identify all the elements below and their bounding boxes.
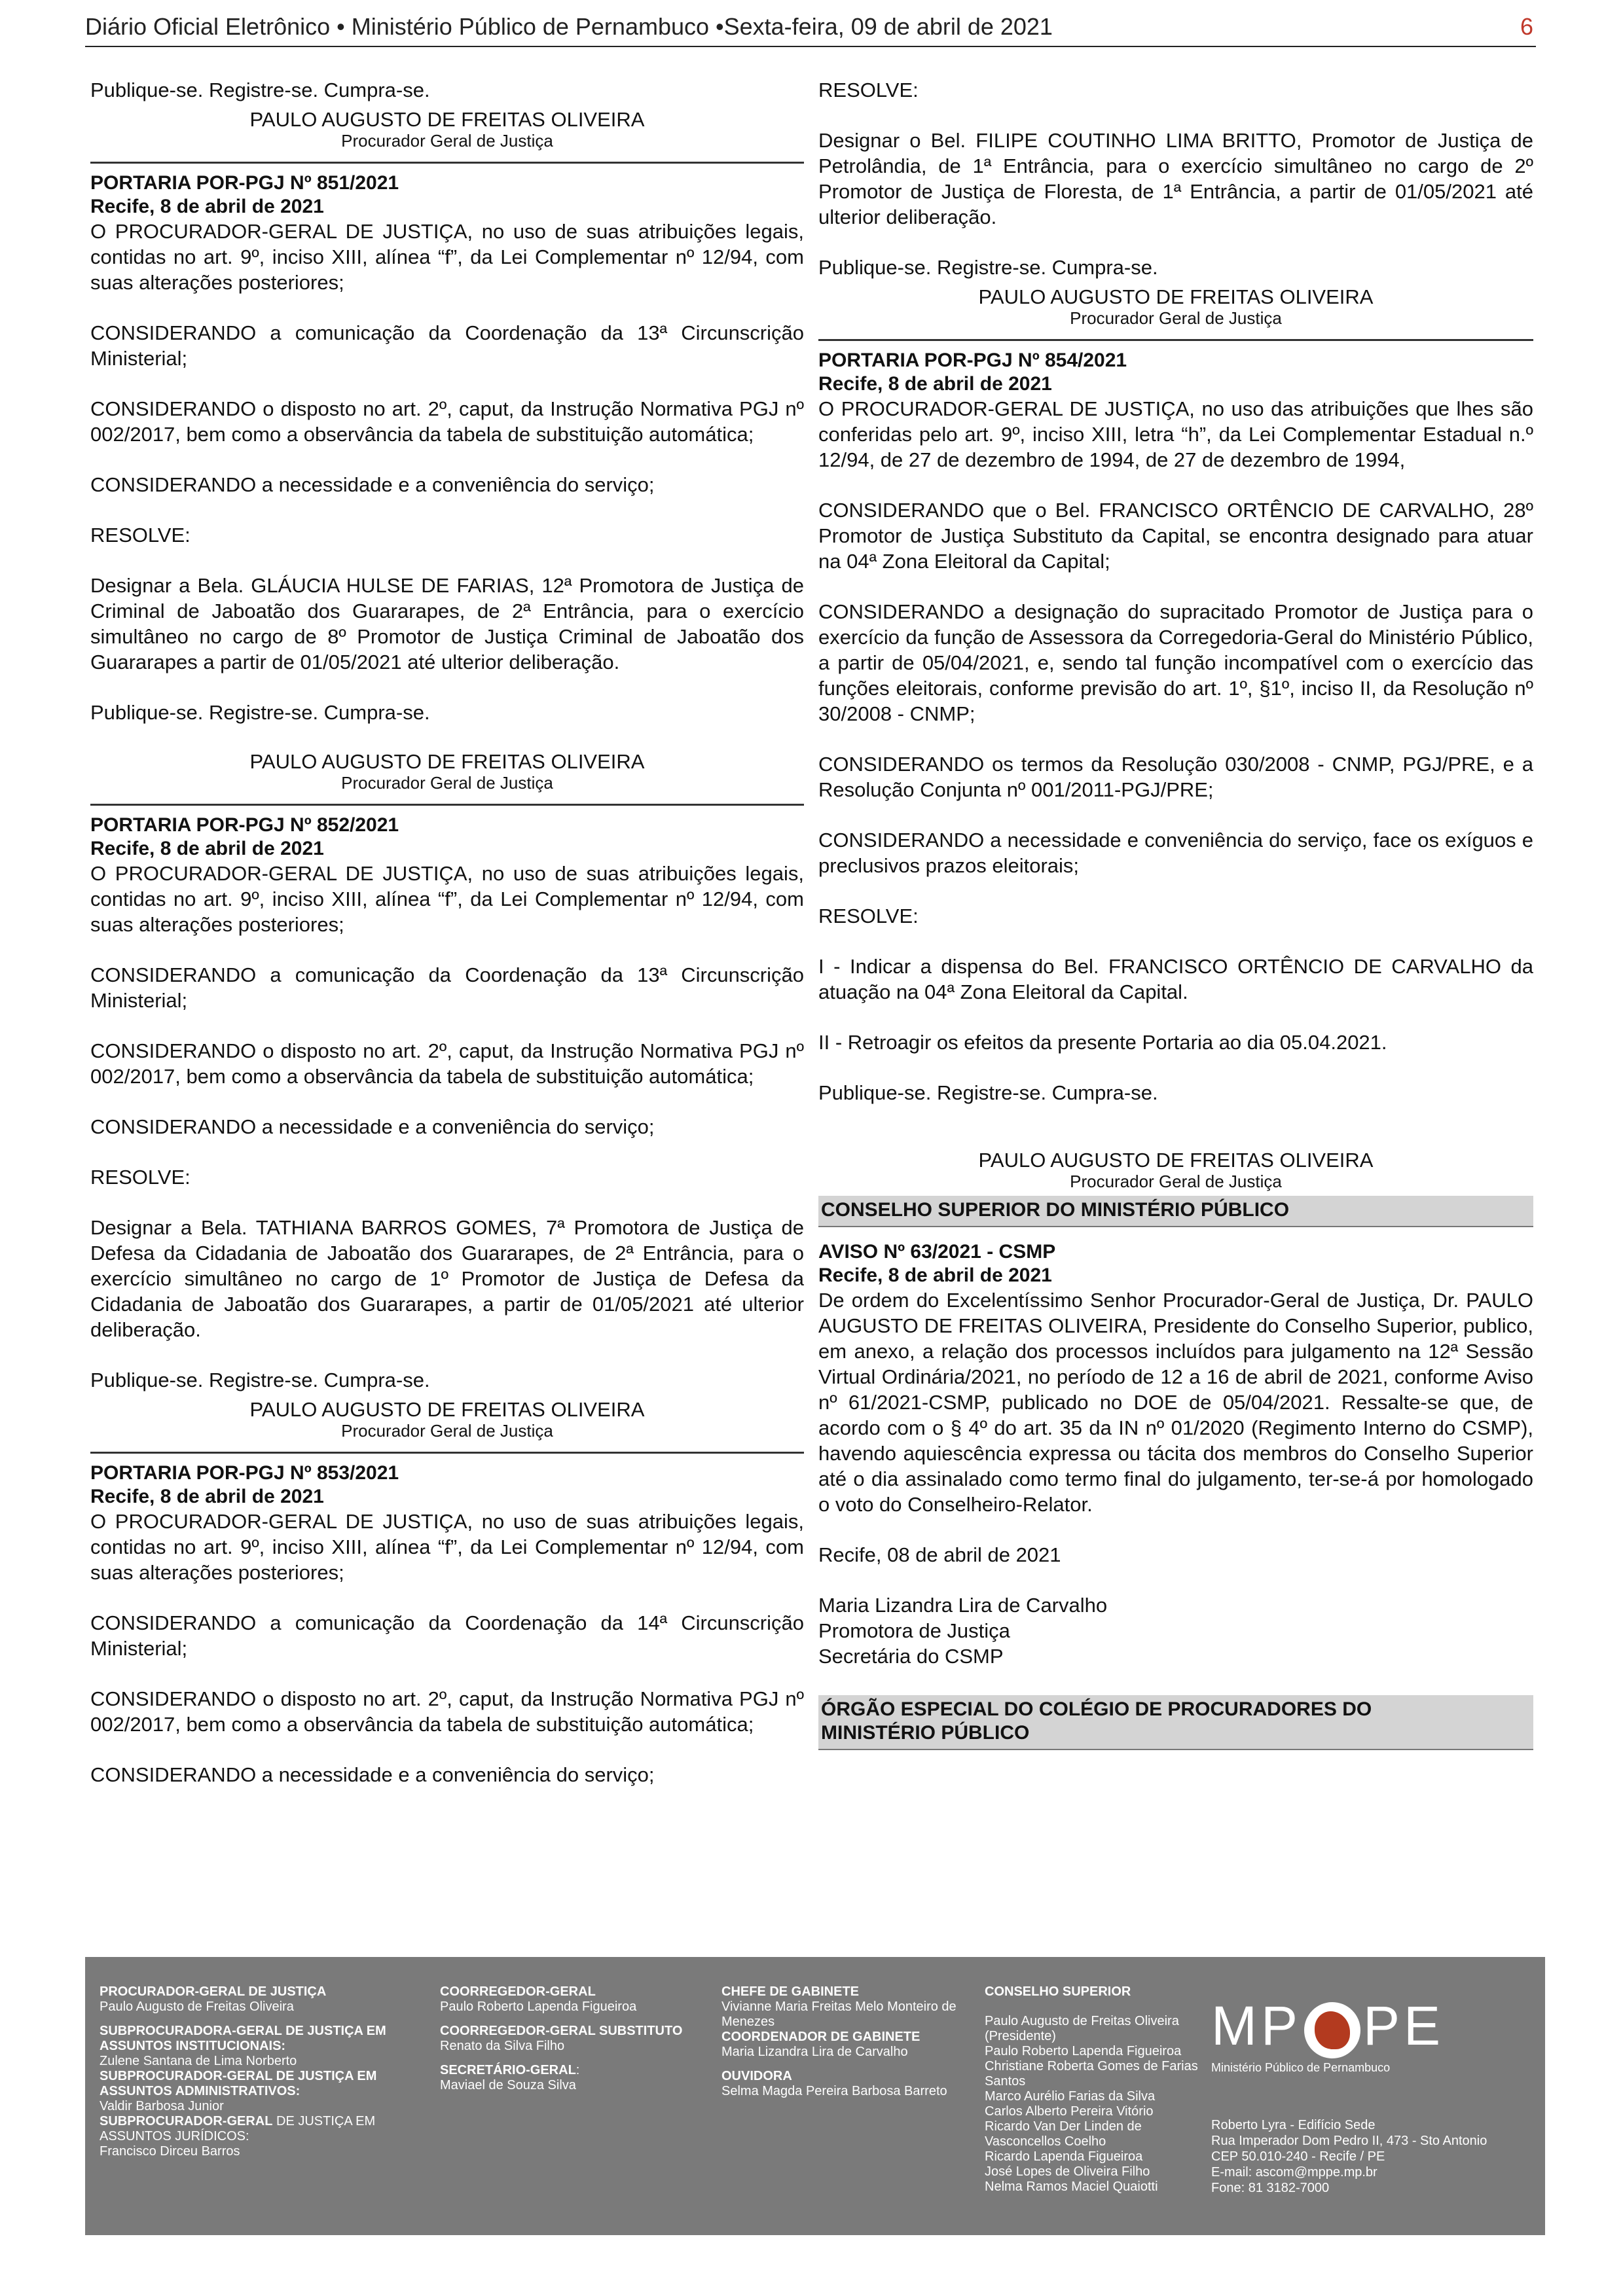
paragraph: Designar a Bela. TATHIANA BARROS GOMES, 7ª Promotora de Justiça de Defesa da Cidadania de Jaboatão dos Guararapes, de 2ª Entrância, para o exercício simultâneo no cargo de 1º Promotor de Justiça de Defesa da Cidadania de Jaboatão dos Guararapes, a partir de 01/05/2021 até ulterior deliberação. bbox=[90, 1216, 804, 1341]
paragraph: O PROCURADOR-GERAL DE JUSTIÇA, no uso de suas atribuições legais, contidas no art. 9º, inciso XIII, alínea “f”, da Lei Complementar nº 12/94, com suas alterações posteriores; bbox=[90, 220, 804, 294]
footer-value: Zulene Santana de Lima Norberto bbox=[100, 2054, 297, 2068]
logo-mark bbox=[1211, 1996, 1460, 2058]
footer-entry bbox=[721, 2030, 970, 2060]
footer-entry bbox=[440, 2063, 715, 2093]
portaria-date: Recife, 8 de abril de 2021 bbox=[90, 838, 324, 859]
paragraph: CONSIDERANDO a designação do supracitado Promotor de Justiça para o exercício da função de Assessora da Corregedoria-Geral do Ministério Público, a partir de 05/04/2021, e, sendo tal função incompatível com o exercício das funções eleitorais, conforme previsão do art. 1º, §1º, inciso II, da Resolução nº 30/2008 - CNMP; bbox=[818, 600, 1533, 725]
signature-role: Procurador Geral de Justiça bbox=[341, 1421, 553, 1441]
footer-heading: COORREGEDOR-GERAL SUBSTITUTO bbox=[440, 2024, 683, 2038]
spacer bbox=[818, 1130, 1533, 1143]
signature bbox=[818, 285, 1533, 327]
signature bbox=[90, 750, 804, 792]
logo-subtitle: Ministério Público de Pernambuco bbox=[1211, 2060, 1391, 2074]
paragraph: O PROCURADOR-GERAL DE JUSTIÇA, no uso de suas atribuições legais, contidas no art. 9º, inciso XIII, alínea “f”, da Lei Complementar nº 12/94, com suas alterações posteriores; bbox=[90, 1510, 804, 1584]
paragraph: RESOLVE: bbox=[90, 524, 191, 547]
aviso-date: Recife, 8 de abril de 2021 bbox=[818, 1265, 1052, 1286]
paragraph: CONSIDERANDO a comunicação da Coordenação da 13ª Circunscrição Ministerial; bbox=[90, 321, 804, 370]
paragraph: CONSIDERANDO a necessidade e conveniência do serviço, face os exíguos e preclusivos prazos eleitorais; bbox=[818, 829, 1533, 877]
paragraph: I - Indicar a dispensa do Bel. FRANCISCO ORTÊNCIO DE CARVALHO da atuação na 04ª Zona Eleitoral da Capital. bbox=[818, 955, 1533, 1003]
mppe-logo bbox=[1211, 1996, 1460, 2075]
paragraph: De ordem do Excelentíssimo Senhor Procurador-Geral de Justiça, Dr. PAULO AUGUSTO DE FREITAS OLIVEIRA, Presidente do Conselho Superior, publico, em anexo, a relação dos processos incluídos para julgamento na 12ª Sessão Virtual Ordinária/2021, no período de 12 a 16 de abril de 2021, conforme Aviso nº 61/2021-CSMP, publicado no DOE de 05/04/2021. Ressalte-se que, de acordo com o § 4º do art. 35 da IN nº 01/2020 (Regimento Interno do CSMP), havendo aquiescência expressa ou tácita dos membros do Conselho Superior até o dia assinalado como termo final do julgamento, ter-se-á por homologado o voto do Conselheiro-Relator. bbox=[818, 1289, 1533, 1516]
footer-value: Francisco Dirceu Barros bbox=[100, 2144, 240, 2159]
council-member: Santos bbox=[985, 2074, 1026, 2089]
footer-value: Paulo Augusto de Freitas Oliveira bbox=[100, 2000, 294, 2014]
page-number: 6 bbox=[1520, 13, 1533, 40]
paragraph: RESOLVE: bbox=[818, 79, 919, 101]
council-member: Carlos Alberto Pereira Vitório bbox=[985, 2104, 1154, 2119]
footer-entry bbox=[100, 1984, 414, 2015]
logo-text-left: MP bbox=[1211, 1995, 1302, 2056]
paragraph: Publique-se. Registre-se. Cumpra-se. bbox=[90, 1369, 430, 1391]
address-line: Fone: 81 3182-7000 bbox=[1211, 2181, 1330, 2195]
footer-entry bbox=[721, 1984, 970, 2030]
paragraph: CONSIDERANDO o disposto no art. 2º, caput, da Instrução Normativa PGJ nº 002/2017, bem como a observância da tabela de substituição automática; bbox=[90, 397, 804, 446]
paragraph: RESOLVE: bbox=[818, 905, 919, 927]
paragraph: CONSIDERANDO a necessidade e a conveniência do serviço; bbox=[90, 1763, 655, 1786]
footer-value: Maria Lizandra Lira de Carvalho bbox=[721, 2045, 908, 2059]
paragraph: CONSIDERANDO a necessidade e a conveniência do serviço; bbox=[90, 1115, 655, 1138]
paragraph: Designar o Bel. FILIPE COUTINHO LIMA BRITTO, Promotor de Justiça de Petrolândia, de 1ª Entrância, para o exercício simultâneo no cargo de 2º Promotor de Justiça de Floresta, de 1ª Entrância, a partir de 01/05/2021 até ulterior deliberação. bbox=[818, 129, 1533, 228]
divider bbox=[90, 162, 804, 164]
paragraph: RESOLVE: bbox=[90, 1166, 191, 1189]
signature-name: PAULO AUGUSTO DE FREITAS OLIVEIRA bbox=[249, 108, 645, 131]
footer-column-2 bbox=[440, 1984, 715, 2093]
council-member: Paulo Roberto Lapenda Figueiroa bbox=[985, 2044, 1182, 2058]
council-member: Paulo Augusto de Freitas Oliveira bbox=[985, 2014, 1179, 2028]
section-heading bbox=[818, 1695, 1533, 1750]
footer-heading: CONSELHO SUPERIOR bbox=[985, 1984, 1131, 1999]
footer-column-4 bbox=[985, 1984, 1207, 2195]
signature-role: Procurador Geral de Justiça bbox=[1070, 1172, 1282, 1191]
signature-role: Promotora de Justiça bbox=[818, 1619, 1010, 1642]
footer-heading: SUBPROCURADOR-GERAL bbox=[100, 2114, 273, 2128]
seal-icon bbox=[1304, 2002, 1360, 2058]
paragraph: CONSIDERANDO os termos da Resolução 030/2008 - CNMP, PGJ/PRE, e a Resolução Conjunta nº 001/2011-PGJ/PRE; bbox=[818, 753, 1533, 801]
footer-heading: COORREGEDOR-GERAL bbox=[440, 1984, 596, 1999]
paragraph: CONSIDERANDO a comunicação da Coordenação da 13ª Circunscrição Ministerial; bbox=[90, 963, 804, 1012]
spacer bbox=[100, 2015, 414, 2024]
aviso-title: AVISO Nº 63/2021 - CSMP bbox=[818, 1241, 1056, 1263]
council-member: Christiane Roberta Gomes de Farias bbox=[985, 2059, 1198, 2073]
footer-entry bbox=[100, 2114, 414, 2159]
council-member: Nelma Ramos Maciel Quaiotti bbox=[985, 2179, 1158, 2194]
paragraph: CONSIDERANDO que o Bel. FRANCISCO ORTÊNCIO DE CARVALHO, 28º Promotor de Justiça Substituto da Capital, se encontra designado para atuar na 04ª Zona Eleitoral da Capital; bbox=[818, 499, 1533, 573]
signature-role: Procurador Geral de Justiça bbox=[341, 131, 553, 151]
council-member: Marco Aurélio Farias da Silva bbox=[985, 2089, 1156, 2104]
address-line: E-mail: ascom@mppe.mp.br bbox=[1211, 2165, 1377, 2179]
section-heading-line: ÓRGÃO ESPECIAL DO COLÉGIO DE PROCURADORES DO bbox=[821, 1698, 1372, 1720]
signature-role: Procurador Geral de Justiça bbox=[1070, 308, 1282, 328]
footer-heading: COORDENADOR DE GABINETE bbox=[721, 2030, 921, 2044]
footer-value: Maviael de Souza Silva bbox=[440, 2078, 576, 2092]
footer-entry bbox=[440, 1984, 715, 2015]
spacer bbox=[721, 2060, 970, 2069]
signature-name: Maria Lizandra Lira de Carvalho bbox=[818, 1594, 1108, 1617]
paragraph: O PROCURADOR-GERAL DE JUSTIÇA, no uso de suas atribuições legais, contidas no art. 9º, inciso XIII, alínea “f”, da Lei Complementar nº 12/94, com suas alterações posteriores; bbox=[90, 862, 804, 936]
signature-name: PAULO AUGUSTO DE FREITAS OLIVEIRA bbox=[249, 1398, 645, 1421]
portaria-date: Recife, 8 de abril de 2021 bbox=[90, 1486, 324, 1507]
section-heading: CONSELHO SUPERIOR DO MINISTÉRIO PÚBLICO bbox=[818, 1196, 1533, 1227]
paragraph: Publique-se. Registre-se. Cumpra-se. bbox=[90, 701, 430, 724]
footer-column-1 bbox=[100, 1984, 414, 2159]
portaria-852 bbox=[90, 814, 804, 1440]
footer-value: Paulo Roberto Lapenda Figueiroa bbox=[440, 2000, 637, 2014]
footer-value: Vivianne Maria Freitas Melo Monteiro de Menezes bbox=[721, 2000, 957, 2029]
spacer bbox=[985, 2000, 1207, 2014]
section-heading-line: MINISTÉRIO PÚBLICO bbox=[821, 1722, 1030, 1744]
footer-address bbox=[1211, 2117, 1487, 2196]
council-member: Vasconcellos Coelho bbox=[985, 2134, 1106, 2149]
signature-name: PAULO AUGUSTO DE FREITAS OLIVEIRA bbox=[978, 285, 1374, 308]
paragraph: CONSIDERANDO o disposto no art. 2º, caput, da Instrução Normativa PGJ nº 002/2017, bem como a observância da tabela de substituição automática; bbox=[90, 1687, 804, 1736]
address-line: Roberto Lyra - Edifício Sede bbox=[1211, 2118, 1376, 2132]
address-line: Rua Imperador Dom Pedro II, 473 - Sto Antonio bbox=[1211, 2134, 1487, 2148]
spacer bbox=[440, 2015, 715, 2024]
paragraph: Publique-se. Registre-se. Cumpra-se. bbox=[90, 79, 430, 101]
signature-name: PAULO AUGUSTO DE FREITAS OLIVEIRA bbox=[978, 1149, 1374, 1172]
portaria-title: PORTARIA POR-PGJ Nº 852/2021 bbox=[90, 814, 399, 836]
footer-heading-rest: : bbox=[575, 2063, 580, 2077]
address-line: CEP 50.010-240 - Recife / PE bbox=[1211, 2149, 1385, 2164]
aviso-63 bbox=[818, 1240, 1533, 1669]
paragraph: Recife, 08 de abril de 2021 bbox=[818, 1543, 1061, 1566]
signature-role: Procurador Geral de Justiça bbox=[341, 773, 553, 793]
footer-value: Renato da Silva Filho bbox=[440, 2039, 565, 2053]
spacer bbox=[440, 2054, 715, 2063]
signature bbox=[90, 108, 804, 150]
portaria-title: PORTARIA POR-PGJ Nº 854/2021 bbox=[818, 350, 1127, 371]
portaria-title: PORTARIA POR-PGJ Nº 851/2021 bbox=[90, 172, 399, 194]
footer-value: Valdir Barbosa Junior bbox=[100, 2099, 224, 2113]
paragraph: CONSIDERANDO o disposto no art. 2º, caput, da Instrução Normativa PGJ nº 002/2017, bem como a observância da tabela de substituição automática; bbox=[90, 1039, 804, 1088]
footer-entry bbox=[440, 2024, 715, 2054]
footer-heading: SUBPROCURADORA-GERAL DE JUSTIÇA EM ASSUNTOS INSTITUCIONAIS: bbox=[100, 2024, 386, 2053]
footer-heading: PROCURADOR-GERAL DE JUSTIÇA bbox=[100, 1984, 327, 1999]
council-member: Ricardo Lapenda Figueiroa bbox=[985, 2149, 1143, 2164]
footer-value: Selma Magda Pereira Barbosa Barreto bbox=[721, 2084, 947, 2098]
divider bbox=[90, 804, 804, 806]
signature-name: PAULO AUGUSTO DE FREITAS OLIVEIRA bbox=[249, 750, 645, 773]
page-footer bbox=[85, 1957, 1545, 2235]
paragraph: CONSIDERANDO a comunicação da Coordenação da 14ª Circunscrição Ministerial; bbox=[90, 1611, 804, 1660]
portaria-853 bbox=[90, 1462, 804, 1787]
portaria-854 bbox=[818, 349, 1533, 1191]
right-column bbox=[818, 77, 1533, 1763]
portaria-date: Recife, 8 de abril de 2021 bbox=[90, 196, 324, 217]
header-title: Diário Oficial Eletrônico • Ministério Público de Pernambuco •Sexta-feira, 09 de abril de 2021 bbox=[85, 13, 1053, 40]
footer-heading: CHEFE DE GABINETE bbox=[721, 1984, 860, 1999]
divider bbox=[90, 1452, 804, 1454]
page-header bbox=[85, 9, 1536, 47]
logo-text-right: PE bbox=[1363, 1995, 1445, 2056]
footer-entry bbox=[100, 2024, 414, 2069]
footer-entry bbox=[100, 2069, 414, 2114]
paragraph: O PROCURADOR-GERAL DE JUSTIÇA, no uso das atribuições que lhes são conferidas pelo art. 9º, inciso XIII, letra “h”, da Lei Complementar Estadual n.º 12/94, de 27 de dezembro de 1994, de 27 de dezembro de 1994, bbox=[818, 397, 1533, 471]
left-column bbox=[90, 77, 804, 1812]
paragraph: II - Retroagir os efeitos da presente Portaria ao dia 05.04.2021. bbox=[818, 1031, 1387, 1054]
paragraph: Designar a Bela. GLÁUCIA HULSE DE FARIAS, 12ª Promotora de Justiça de Criminal de Jaboatão dos Guararapes, de 2ª Entrância, para o exercício simultâneo no cargo de 8º Promotor de Justiça Criminal de Jaboatão dos Guararapes a partir de 01/05/2021 até ulterior deliberação. bbox=[90, 574, 804, 673]
paragraph: CONSIDERANDO a necessidade e a conveniência do serviço; bbox=[90, 473, 655, 496]
divider bbox=[818, 339, 1533, 341]
footer-heading: SUBPROCURADOR-GERAL DE JUSTIÇA EM ASSUNTOS ADMINISTRATIVOS: bbox=[100, 2069, 377, 2098]
council-member: (Presidente) bbox=[985, 2029, 1056, 2043]
council-member: Ricardo Van Der Linden de bbox=[985, 2119, 1142, 2134]
footer-heading-rest: DE JUSTIÇA EM ASSUNTOS JURÍDICOS: bbox=[100, 2114, 376, 2144]
signature-role: Secretária do CSMP bbox=[818, 1645, 1004, 1668]
footer-heading: OUVIDORA bbox=[721, 2069, 792, 2083]
paragraph: Publique-se. Registre-se. Cumpra-se. bbox=[818, 256, 1158, 279]
paragraph: Publique-se. Registre-se. Cumpra-se. bbox=[818, 1081, 1158, 1104]
portaria-date: Recife, 8 de abril de 2021 bbox=[818, 373, 1052, 395]
portaria-title: PORTARIA POR-PGJ Nº 853/2021 bbox=[90, 1462, 399, 1484]
signature bbox=[90, 1398, 804, 1440]
portaria-851 bbox=[90, 171, 804, 792]
footer-heading: SECRETÁRIO-GERAL bbox=[440, 2063, 576, 2077]
footer-entry bbox=[721, 2069, 970, 2099]
signature bbox=[818, 1149, 1533, 1191]
council-member: José Lopes de Oliveira Filho bbox=[985, 2164, 1150, 2179]
footer-column-3 bbox=[721, 1984, 970, 2099]
